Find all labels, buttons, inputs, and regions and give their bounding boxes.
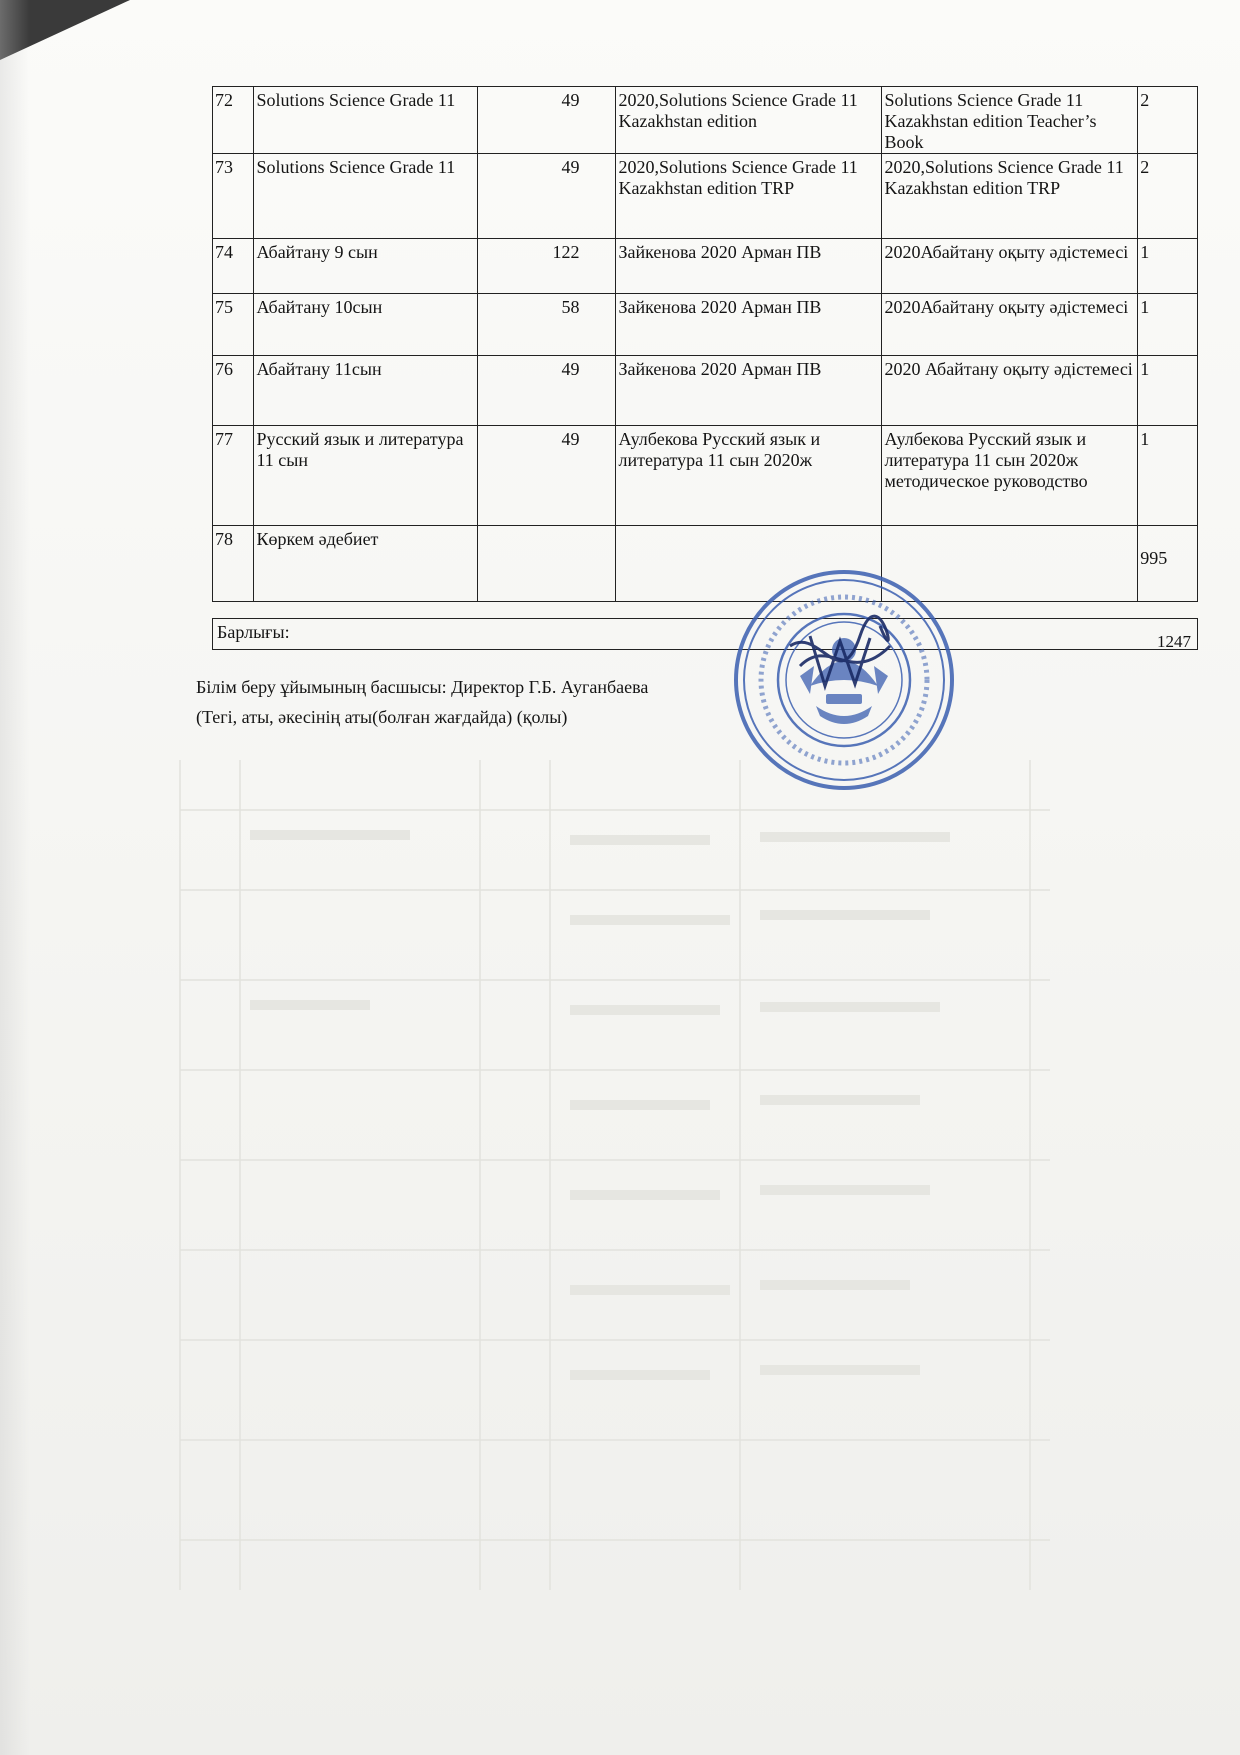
quantity <box>477 526 616 602</box>
table-row <box>213 87 1198 154</box>
quantity: 49 <box>477 356 616 426</box>
row-number: 76 <box>213 356 254 426</box>
table-row <box>213 239 1198 294</box>
subject-name: Абайтану 10сын <box>254 294 477 356</box>
subject-name: Solutions Science Grade 11 <box>254 154 477 239</box>
signature-caption: (Тегі, аты, әкесінің аты(болған жағдайда) (қолы) <box>196 707 568 727</box>
edition: Зайкенова 2020 Арман ПВ <box>616 356 882 426</box>
teacher-guide: Solutions Science Grade 11 Kazakhstan edition Teacher’s Book <box>882 87 1138 154</box>
table-row <box>213 294 1198 356</box>
table-row <box>213 426 1198 526</box>
subject-name: Solutions Science Grade 11 <box>254 87 477 154</box>
row-number: 78 <box>213 526 254 602</box>
edition: 2020,Solutions Science Grade 11 Kazakhstan edition TRP <box>616 154 882 239</box>
teacher-guide: 2020 Абайтану оқыту әдістемесі <box>882 356 1138 426</box>
row-number: 74 <box>213 239 254 294</box>
subject-name: Русский язык и литература 11 сын <box>254 426 477 526</box>
quantity: 49 <box>477 154 616 239</box>
edition: 2020,Solutions Science Grade 11 Kazakhstan edition <box>616 87 882 154</box>
total-label: Барлығы: <box>217 622 290 642</box>
quantity: 122 <box>477 239 616 294</box>
bleed-through-grid <box>150 740 1110 1600</box>
state-emblem-seal-icon <box>730 566 958 794</box>
table-row <box>213 154 1198 239</box>
subject-name: Абайтану 9 сын <box>254 239 477 294</box>
row-number: 75 <box>213 294 254 356</box>
total-value: 1247 <box>1157 632 1191 651</box>
guide-count: 2 <box>1138 154 1198 239</box>
edition: Зайкенова 2020 Арман ПВ <box>616 239 882 294</box>
total-row <box>212 618 1198 650</box>
guide-count: 1 <box>1138 426 1198 526</box>
quantity: 58 <box>477 294 616 356</box>
row-number: 72 <box>213 87 254 154</box>
row-number: 77 <box>213 426 254 526</box>
guide-count: 995 <box>1138 526 1198 602</box>
teacher-guide: 2020Абайтану оқыту әдістемесі <box>882 239 1138 294</box>
guide-count: 2 <box>1138 87 1198 154</box>
textbook-table <box>212 86 1198 602</box>
director-signature-line: Білім беру ұйымының басшысы: Директор Г.Б. Ауганбаева <box>196 677 649 697</box>
teacher-guide: 2020Абайтану оқыту әдістемесі <box>882 294 1138 356</box>
scan-edge-shade <box>0 0 30 1755</box>
guide-count: 1 <box>1138 294 1198 356</box>
quantity: 49 <box>477 87 616 154</box>
quantity: 49 <box>477 426 616 526</box>
table-row <box>213 526 1198 602</box>
edition: Аулбекова Русский язык и литература 11 сын 2020ж <box>616 426 882 526</box>
guide-count: 1 <box>1138 239 1198 294</box>
subject-name: Көркем әдебиет <box>254 526 477 602</box>
guide-count: 1 <box>1138 356 1198 426</box>
table-row <box>213 356 1198 426</box>
subject-name: Абайтану 11сын <box>254 356 477 426</box>
edition: Зайкенова 2020 Арман ПВ <box>616 294 882 356</box>
teacher-guide: Аулбекова Русский язык и литература 11 сын 2020ж методическое руководство <box>882 426 1138 526</box>
teacher-guide: 2020,Solutions Science Grade 11 Kazakhstan edition TRP <box>882 154 1138 239</box>
row-number: 73 <box>213 154 254 239</box>
